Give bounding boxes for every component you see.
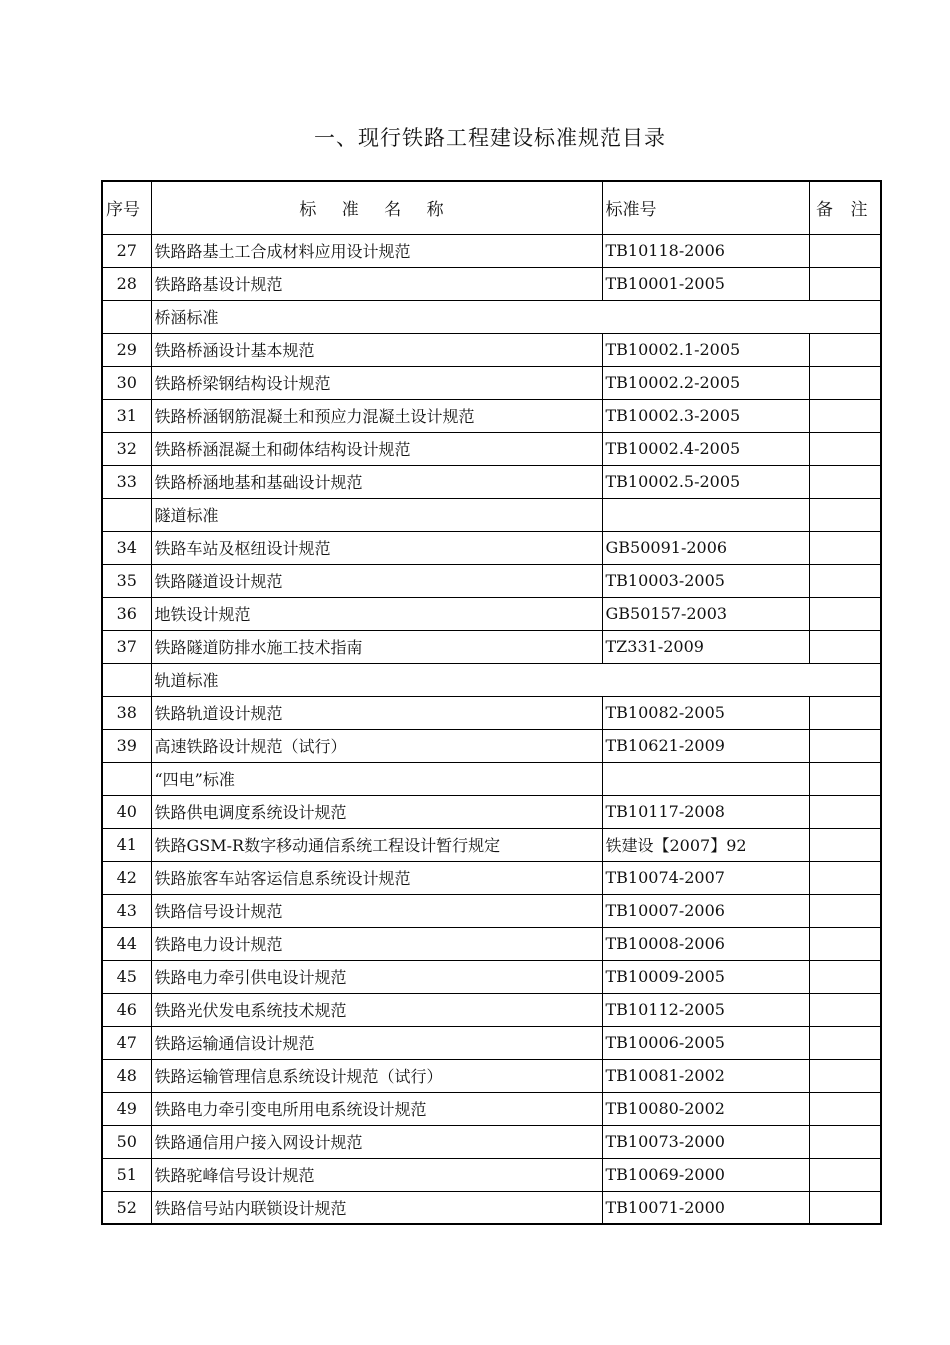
row-number: 50 [102,1125,151,1158]
standard-code: TB10117-2008 [602,795,809,828]
remark [809,1092,881,1125]
remark [809,465,881,498]
remark [809,1191,881,1224]
remark [809,960,881,993]
remark [809,927,881,960]
table-row [102,960,881,993]
standard-code: TB10118-2006 [602,234,809,267]
table-row [102,597,881,630]
row-number [102,498,151,531]
remark [809,762,881,795]
standard-name: 铁路运输通信设计规范 [151,1026,602,1059]
row-number: 48 [102,1059,151,1092]
standard-code: TB10006-2005 [602,1026,809,1059]
table-row [102,1059,881,1092]
standard-code: GB50157-2003 [602,597,809,630]
remark [809,399,881,432]
standard-code: TB10007-2006 [602,894,809,927]
standard-code: TB10002.2-2005 [602,366,809,399]
table-row [102,861,881,894]
section-row [102,762,881,795]
standard-name: 铁路桥梁钢结构设计规范 [151,366,602,399]
standard-code: TB10112-2005 [602,993,809,1026]
row-number: 46 [102,993,151,1026]
remark [809,498,881,531]
standard-name: 铁路车站及枢纽设计规范 [151,531,602,564]
standard-name: 铁路桥涵地基和基础设计规范 [151,465,602,498]
standard-name: 铁路桥涵设计基本规范 [151,333,602,366]
remark [809,1158,881,1191]
table-row [102,696,881,729]
standard-code: TB10080-2002 [602,1092,809,1125]
standard-name: 铁路GSM-R数字移动通信系统工程设计暂行规定 [151,828,602,861]
table-row [102,1026,881,1059]
remark [809,993,881,1026]
remark [809,729,881,762]
standard-code: TB10073-2000 [602,1125,809,1158]
standard-name: 铁路驼峰信号设计规范 [151,1158,602,1191]
remark [809,1026,881,1059]
remark [809,1125,881,1158]
table-body [102,234,881,1224]
standard-name: 高速铁路设计规范（试行） [151,729,602,762]
header-std: 标准号 [602,181,809,234]
row-number: 43 [102,894,151,927]
standard-code: TB10003-2005 [602,564,809,597]
row-number: 52 [102,1191,151,1224]
row-number: 42 [102,861,151,894]
row-number: 41 [102,828,151,861]
section-row [102,663,881,696]
remark [809,828,881,861]
row-number: 38 [102,696,151,729]
row-number: 34 [102,531,151,564]
section-title: 轨道标准 [151,663,881,696]
standard-name: 铁路轨道设计规范 [151,696,602,729]
remark [809,1059,881,1092]
page-title: 一、现行铁路工程建设标准规范目录 [314,126,666,150]
table-row [102,267,881,300]
standard-name: 铁路桥涵混凝土和砌体结构设计规范 [151,432,602,465]
standard-name: 铁路运输管理信息系统设计规范（试行） [151,1059,602,1092]
standard-name: 铁路信号站内联锁设计规范 [151,1191,602,1224]
standard-name: 铁路供电调度系统设计规范 [151,795,602,828]
remark [809,630,881,663]
row-number: 49 [102,1092,151,1125]
standard-code: TB10002.4-2005 [602,432,809,465]
table-row [102,333,881,366]
standard-code: TZ331-2009 [602,630,809,663]
standard-name: 铁路电力牵引变电所用电系统设计规范 [151,1092,602,1125]
standard-code: TB10002.3-2005 [602,399,809,432]
standard-name: 铁路旅客车站客运信息系统设计规范 [151,861,602,894]
row-number: 47 [102,1026,151,1059]
row-number: 29 [102,333,151,366]
section-title: 隧道标准 [151,498,602,531]
header-no: 序号 [102,181,151,234]
standard-code: GB50091-2006 [602,531,809,564]
remark [809,696,881,729]
row-number: 40 [102,795,151,828]
row-number: 32 [102,432,151,465]
section-row [102,498,881,531]
row-number: 45 [102,960,151,993]
row-number: 33 [102,465,151,498]
remark [809,894,881,927]
standard-name: 铁路光伏发电系统技术规范 [151,993,602,1026]
standard-code: TB10001-2005 [602,267,809,300]
table-row [102,894,881,927]
row-number: 44 [102,927,151,960]
remark [809,333,881,366]
table-row [102,828,881,861]
standard-code: TB10082-2005 [602,696,809,729]
row-number [102,663,151,696]
table-row [102,1125,881,1158]
standard-code: TB10081-2002 [602,1059,809,1092]
table-row [102,927,881,960]
standard-name: 铁路隧道防排水施工技术指南 [151,630,602,663]
row-number: 51 [102,1158,151,1191]
standards-table [101,180,882,1225]
header-name: 标 准 名 称 [151,181,602,234]
remark [809,267,881,300]
remark [809,564,881,597]
row-number [102,300,151,333]
section-std [602,498,809,531]
table-row [102,729,881,762]
table-header-row [102,181,881,234]
row-number: 30 [102,366,151,399]
table-row [102,234,881,267]
section-title: 桥涵标准 [151,300,881,333]
standard-code: TB10074-2007 [602,861,809,894]
remark [809,366,881,399]
table-row [102,1092,881,1125]
row-number: 35 [102,564,151,597]
header-note: 备 注 [809,181,881,234]
row-number: 37 [102,630,151,663]
standard-code: TB10069-2000 [602,1158,809,1191]
table-row [102,564,881,597]
standard-name: 铁路电力设计规范 [151,927,602,960]
standard-name: 铁路路基设计规范 [151,267,602,300]
table-row [102,630,881,663]
standard-code: TB10002.1-2005 [602,333,809,366]
table-row [102,531,881,564]
row-number: 31 [102,399,151,432]
remark [809,234,881,267]
remark [809,795,881,828]
row-number: 27 [102,234,151,267]
table-row [102,366,881,399]
row-number: 28 [102,267,151,300]
standard-name: 铁路路基土工合成材料应用设计规范 [151,234,602,267]
table-row [102,1158,881,1191]
table-row [102,795,881,828]
table-row [102,1191,881,1224]
section-std [602,762,809,795]
standard-name: 铁路电力牵引供电设计规范 [151,960,602,993]
remark [809,861,881,894]
row-number: 36 [102,597,151,630]
row-number: 39 [102,729,151,762]
standard-code: TB10008-2006 [602,927,809,960]
table-row [102,465,881,498]
standard-code: TB10009-2005 [602,960,809,993]
standard-name: 铁路隧道设计规范 [151,564,602,597]
section-row [102,300,881,333]
table-row [102,432,881,465]
remark [809,597,881,630]
table-row [102,993,881,1026]
section-title: “四电”标准 [151,762,602,795]
remark [809,531,881,564]
standard-code: 铁建设【2007】92 [602,828,809,861]
row-number [102,762,151,795]
standard-code: TB10071-2000 [602,1191,809,1224]
standard-code: TB10002.5-2005 [602,465,809,498]
standard-name: 铁路桥涵钢筋混凝土和预应力混凝土设计规范 [151,399,602,432]
remark [809,432,881,465]
standard-name: 地铁设计规范 [151,597,602,630]
standard-name: 铁路信号设计规范 [151,894,602,927]
table-row [102,399,881,432]
standard-name: 铁路通信用户接入网设计规范 [151,1125,602,1158]
standard-code: TB10621-2009 [602,729,809,762]
